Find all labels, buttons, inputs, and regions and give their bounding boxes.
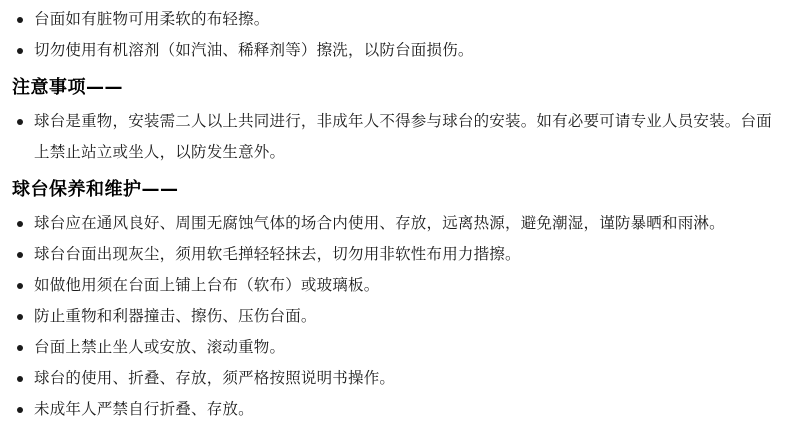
list-item: 如做他用须在台面上铺上台布（软布）或玻璃板。 bbox=[12, 270, 778, 301]
precautions-list bbox=[12, 106, 778, 168]
list-item: 球台台面出现灰尘，须用软毛掸轻轻抹去，切勿用非软性布用力揩擦。 bbox=[12, 239, 778, 270]
list-item: 台面上禁止坐人或安放、滚动重物。 bbox=[12, 332, 778, 363]
list-item: 未成年人严禁自行折叠、存放。 bbox=[12, 394, 778, 425]
list-item: 球台的使用、折叠、存放，须严格按照说明书操作。 bbox=[12, 363, 778, 394]
maintenance-list bbox=[12, 208, 778, 425]
intro-list bbox=[12, 4, 778, 66]
list-item: 球台是重物，安装需二人以上共同进行，非成年人不得参与球台的安装。如有必要可请专业人员安装。台面上禁止站立或坐人，以防发生意外。 bbox=[12, 106, 778, 168]
list-item: 球台应在通风良好、周围无腐蚀气体的场合内使用、存放，远离热源，避免潮湿，谨防暴晒和雨淋。 bbox=[12, 208, 778, 239]
section-heading: 注意事项—— bbox=[12, 77, 123, 98]
list-item: 防止重物和利器撞击、擦伤、压伤台面。 bbox=[12, 301, 778, 332]
list-item: 切勿使用有机溶剂（如汽油、稀释剂等）擦洗，以防台面损伤。 bbox=[12, 35, 778, 66]
section-heading: 球台保养和维护—— bbox=[12, 179, 179, 200]
list-item: 台面如有脏物可用柔软的布轻擦。 bbox=[12, 4, 778, 35]
section-maintenance bbox=[12, 173, 778, 425]
section-precautions bbox=[12, 71, 778, 168]
